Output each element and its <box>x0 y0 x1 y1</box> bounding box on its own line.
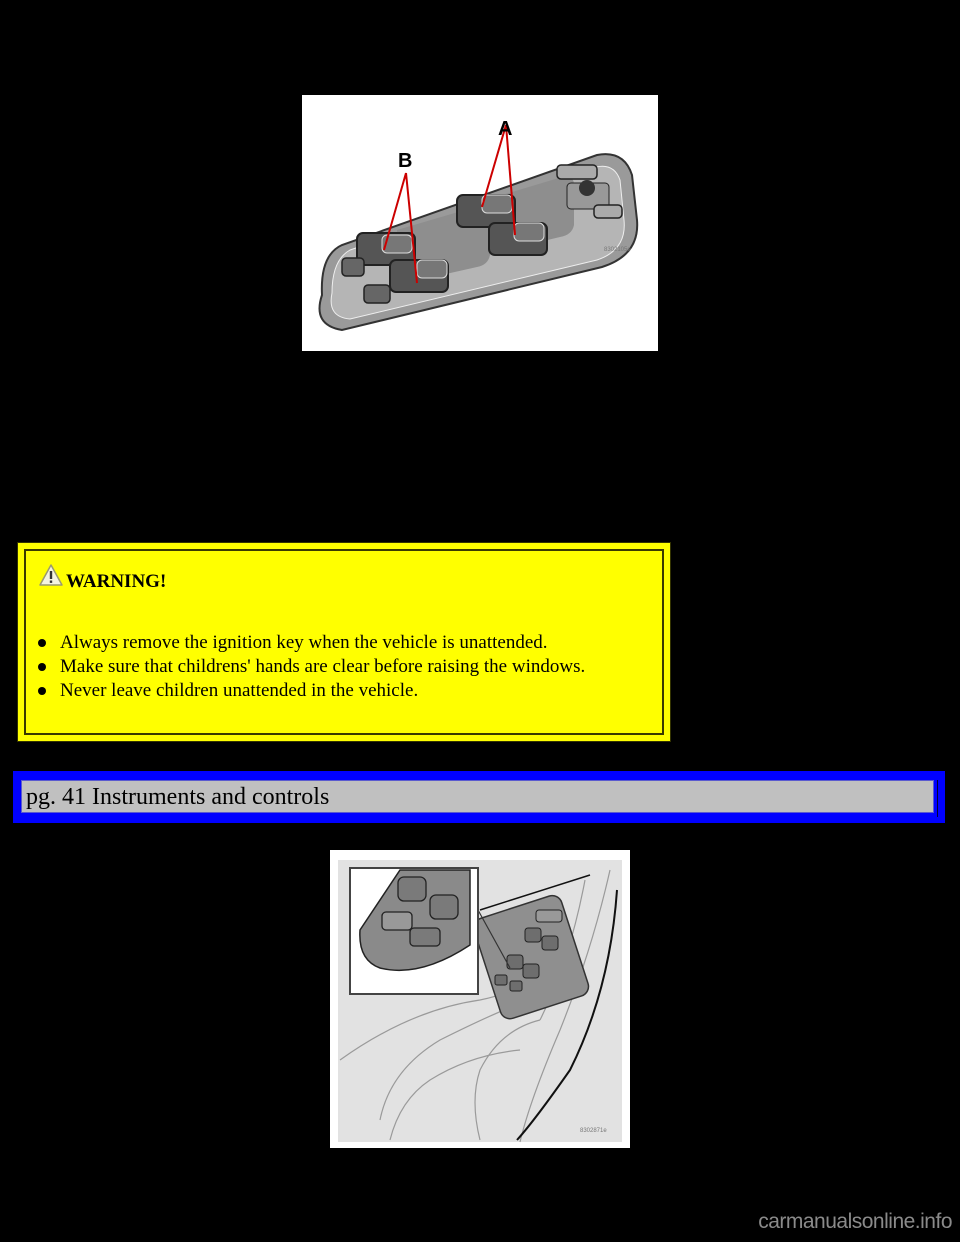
svg-text:A: A <box>498 118 513 140</box>
warning-list <box>36 631 652 703</box>
window-switch-panel-figure <box>302 95 658 351</box>
figure-id-label: 8302871e <box>580 1128 607 1134</box>
bullet-icon <box>38 663 46 671</box>
warning-item: Make sure that childrens' hands are clear before raising the windows. <box>36 655 596 679</box>
window-switch-panel-illustration <box>302 95 658 351</box>
bullet-icon <box>38 639 46 647</box>
warning-box <box>18 543 670 741</box>
bullet-icon <box>38 687 46 695</box>
warning-header <box>38 563 167 592</box>
warning-item: Always remove the ignition key when the vehicle is unattended. <box>36 631 652 655</box>
section-title: pg. 41 Instruments and controls <box>26 784 330 810</box>
figure-id-label: 8302105e <box>604 247 631 253</box>
warning-item: Never leave children unattended in the vehicle. <box>36 679 652 703</box>
door-panel-figure <box>330 850 630 1148</box>
section-header-bar <box>13 771 945 823</box>
warning-triangle-icon <box>38 563 64 587</box>
svg-text:B: B <box>398 150 413 172</box>
door-panel-illustration <box>330 850 630 1148</box>
warning-title: WARNING! <box>66 571 167 592</box>
site-watermark: carmanualsonline.info <box>758 1210 952 1233</box>
